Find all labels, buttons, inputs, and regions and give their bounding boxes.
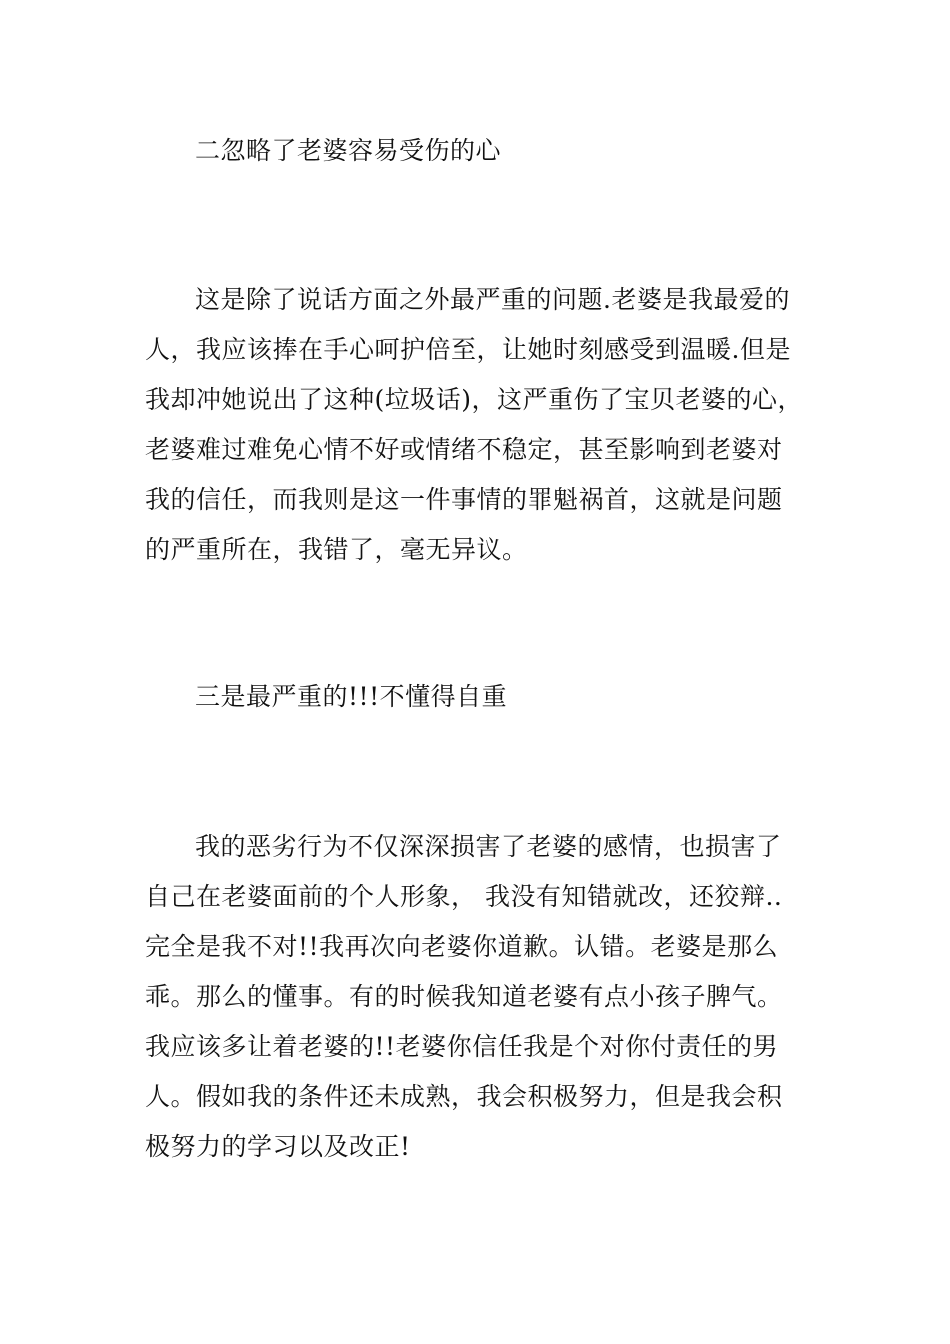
paragraph-line: 极努力的学习以及改正! [145, 1132, 411, 1161]
paragraph-line: 老婆难过难免心情不好或情绪不稳定，甚至影响到老婆对 [145, 435, 783, 464]
paragraph-line: 完全是我不对!!我再次向老婆你道歉。认错。老婆是那么 [145, 932, 779, 961]
paragraph-line: 自己在老婆面前的个人形象， 我没有知错就改，还狡辩.. [145, 882, 783, 911]
section-heading-2: 二忽略了老婆容易受伤的心 [195, 136, 502, 165]
paragraph-line: 这是除了说话方面之外最严重的问题.老婆是我最爱的 [195, 285, 790, 314]
paragraph-line: 我应该多让着老婆的!!老婆你信任我是个对你付责任的男 [145, 1032, 779, 1061]
section-paragraph-2 [145, 275, 825, 575]
paragraph-line: 乖。那么的懂事。有的时候我知道老婆有点小孩子脾气。 [145, 982, 783, 1011]
paragraph-line: 我却冲她说出了这种(垃圾话)，这严重伤了宝贝老婆的心， [145, 385, 804, 414]
paragraph-line: 人，我应该捧在手心呵护倍至，让她时刻感受到温暖.但是 [145, 335, 791, 364]
section-heading-3: 三是最严重的!!!不懂得自重 [195, 682, 508, 711]
paragraph-line: 我的信任，而我则是这一件事情的罪魁祸首，这就是问题 [145, 485, 783, 514]
section-paragraph-3 [145, 822, 825, 1172]
paragraph-line: 人。假如我的条件还未成熟，我会积极努力，但是我会积 [145, 1082, 783, 1111]
paragraph-line: 的严重所在，我错了，毫无异议。 [145, 535, 528, 564]
paragraph-line: 我的恶劣行为不仅深深损害了老婆的感情，也损害了 [195, 832, 782, 861]
